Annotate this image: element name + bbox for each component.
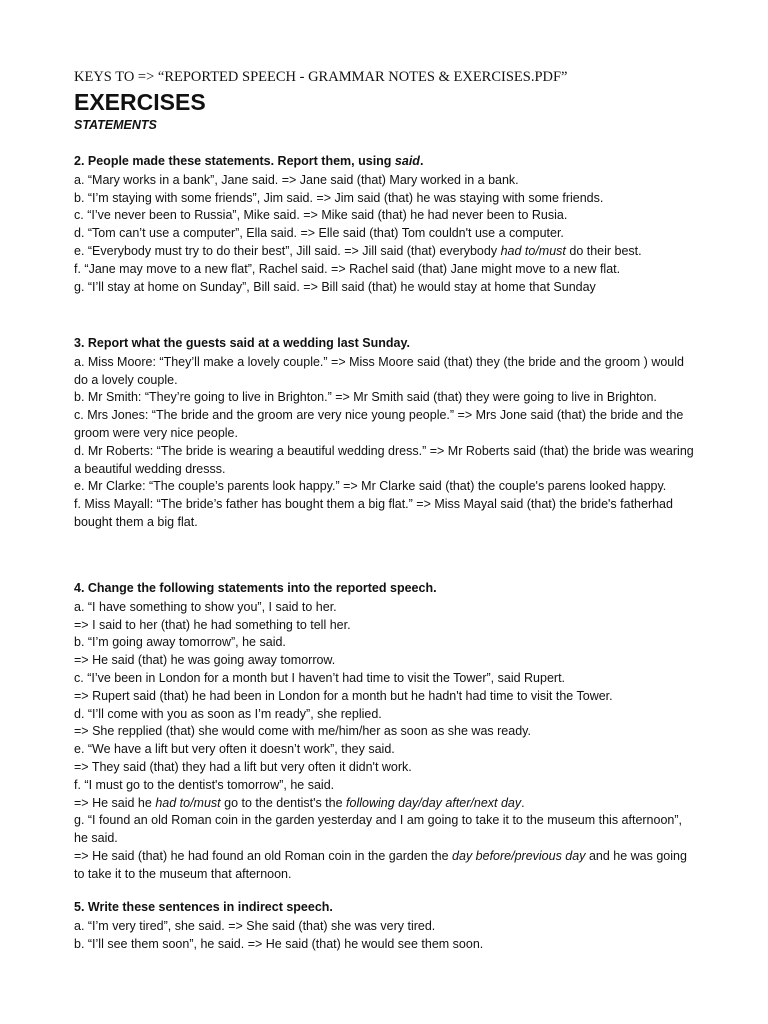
item-text: c. Mrs Jones: “The bride and the groom are very nice young people.” => Mrs Jone said (that) the bride and the groom were very nice people. xyxy=(74,408,684,440)
exercise-heading xyxy=(74,153,696,171)
item-text: d. “I’ll come with you as soon as I’m ready”, she replied. xyxy=(74,706,382,721)
item-text: c. “I’ve never been to Russia”, Mike said. => Mike said (that) he had never been to Rusia. xyxy=(74,208,568,223)
exercise-item xyxy=(74,279,696,297)
exercise-item xyxy=(74,389,696,407)
exercise-item xyxy=(74,354,696,390)
item-text: g. “I found an old Roman coin in the garden yesterday and I am going to take it to the museum this afternoon”, he said. xyxy=(74,813,682,846)
heading-text: 5. Write these sentences in indirect speech. xyxy=(74,900,333,914)
heading-text: 4. Change the following statements into the reported speech. xyxy=(74,581,437,595)
item-text: e. Mr Clarke: “The couple’s parents look happy.” => Mr Clarke said (that) the couple's parens looked happy. xyxy=(74,479,667,494)
exercise-item xyxy=(74,443,696,479)
exercise-4 xyxy=(74,580,696,884)
exercise-item xyxy=(74,936,696,954)
exercise-item xyxy=(74,496,696,532)
item-text: => Rupert said (that) he had been in London for a month but he hadn't had time to visit the Tower. xyxy=(74,688,613,703)
exercise-item xyxy=(74,723,696,741)
exercise-5 xyxy=(74,899,696,953)
exercise-item xyxy=(74,652,696,670)
item-text: e. “Everybody must try to do their best”, Jill said. => Jill said (that) everybody xyxy=(74,243,501,258)
exercise-item xyxy=(74,172,696,190)
exercise-item xyxy=(74,688,696,706)
item-text: a. “I have something to show you”, I said to her. xyxy=(74,599,337,614)
page-title: EXERCISES xyxy=(74,89,206,115)
exercise-item xyxy=(74,225,696,243)
item-text-continued: and he was going to take it to the museum that afternoon. xyxy=(74,848,687,881)
exercise-item xyxy=(74,478,696,496)
item-text: d. “Tom can’t use a computer”, Ella said. => Elle said (that) Tom couldn't use a computer. xyxy=(74,226,564,241)
heading-emphasis: said xyxy=(394,154,420,168)
item-text: => I said to her (that) he had something to tell her. xyxy=(74,617,351,632)
exercise-item xyxy=(74,759,696,777)
item-text: f. “I must go to the dentist's tomorrow”, he said. xyxy=(74,777,335,792)
item-text: b. Mr Smith: “They’re going to live in Brighton.” => Mr Smith said (that) they were going to live in Brighton. xyxy=(74,390,657,405)
document-header: KEYS TO => “REPORTED SPEECH - GRAMMAR NOTES & EXERCISES.PDF” xyxy=(74,69,568,85)
heading-text: 2. People made these statements. Report them, using xyxy=(74,154,395,168)
exercise-item xyxy=(74,243,696,261)
exercise-heading xyxy=(74,580,696,598)
exercise-2 xyxy=(74,153,696,296)
exercise-item xyxy=(74,634,696,652)
item-text: => He said (that) he had found an old Roman coin in the garden the xyxy=(74,848,453,863)
item-text: a. “Mary works in a bank”, Jane said. => Jane said (that) Mary worked in a bank. xyxy=(74,172,519,187)
item-emphasis: following day/day after/next day xyxy=(346,795,522,810)
exercise-item xyxy=(74,190,696,208)
exercise-item xyxy=(74,918,696,936)
exercise-item xyxy=(74,741,696,759)
item-emphasis: day before/previous day xyxy=(452,848,586,863)
exercise-item xyxy=(74,670,696,688)
exercise-item xyxy=(74,706,696,724)
item-text-continued: do their best. xyxy=(565,243,642,258)
exercise-item xyxy=(74,207,696,225)
exercise-item xyxy=(74,261,696,279)
heading-text: 3. Report what the guests said at a wedding last Sunday. xyxy=(74,336,410,350)
exercise-heading xyxy=(74,899,696,917)
item-text: => She repplied (that) she would come with me/him/her as soon as she was ready. xyxy=(74,724,531,739)
item-text-continued: go to the dentist's the xyxy=(220,795,347,810)
item-text: b. “I’m going away tomorrow”, he said. xyxy=(74,635,286,650)
heading-text-end: . xyxy=(419,154,424,168)
item-text: => They said (that) they had a lift but very often it didn't work. xyxy=(74,759,412,774)
item-text: e. “We have a lift but very often it doesn’t work”, they said. xyxy=(74,742,395,757)
item-emphasis: had to/must xyxy=(155,795,221,810)
exercise-item xyxy=(74,848,696,884)
item-text-end: . xyxy=(521,795,525,810)
item-text: => He said he xyxy=(74,795,156,810)
item-text: => He said (that) he was going away tomorrow. xyxy=(74,653,336,668)
item-text: f. Miss Mayall: “The bride’s father has bought them a big flat.” => Miss Mayal said (that) the bride's fatherhad bought them a big flat. xyxy=(74,497,673,529)
item-text: b. “I’ll see them soon”, he said. => He said (that) he would see them soon. xyxy=(74,936,484,951)
exercise-item xyxy=(74,795,696,813)
exercise-item xyxy=(74,407,696,443)
exercise-item xyxy=(74,777,696,795)
section-subtitle: STATEMENTS xyxy=(74,118,157,132)
exercise-heading xyxy=(74,335,696,353)
exercise-item xyxy=(74,812,696,848)
item-text: a. “I’m very tired”, she said. => She said (that) she was very tired. xyxy=(74,918,436,933)
item-emphasis: had to/must xyxy=(500,243,566,258)
exercise-item xyxy=(74,599,696,617)
item-text: b. “I’m staying with some friends”, Jim said. => Jim said (that) he was staying with some friends. xyxy=(74,190,604,205)
exercise-item xyxy=(74,617,696,635)
exercise-3 xyxy=(74,335,696,532)
item-text: a. Miss Moore: “They’ll make a lovely couple.” => Miss Moore said (that) they (the bride and the groom ) would do a lovely couple. xyxy=(74,354,684,387)
item-text: d. Mr Roberts: “The bride is wearing a beautiful wedding dress.” => Mr Roberts said (that) the bride was wearing a beautiful wedding dresss. xyxy=(74,443,694,476)
item-text: c. “I’ve been in London for a month but I haven’t had time to visit the Tower”, said Rupert. xyxy=(74,670,566,685)
item-text: g. “I’ll stay at home on Sunday”, Bill said. => Bill said (that) he would stay at home that Sunday xyxy=(74,279,596,294)
item-text: f. “Jane may move to a new flat”, Rachel said. => Rachel said (that) Jane might move to a new flat. xyxy=(74,261,621,276)
